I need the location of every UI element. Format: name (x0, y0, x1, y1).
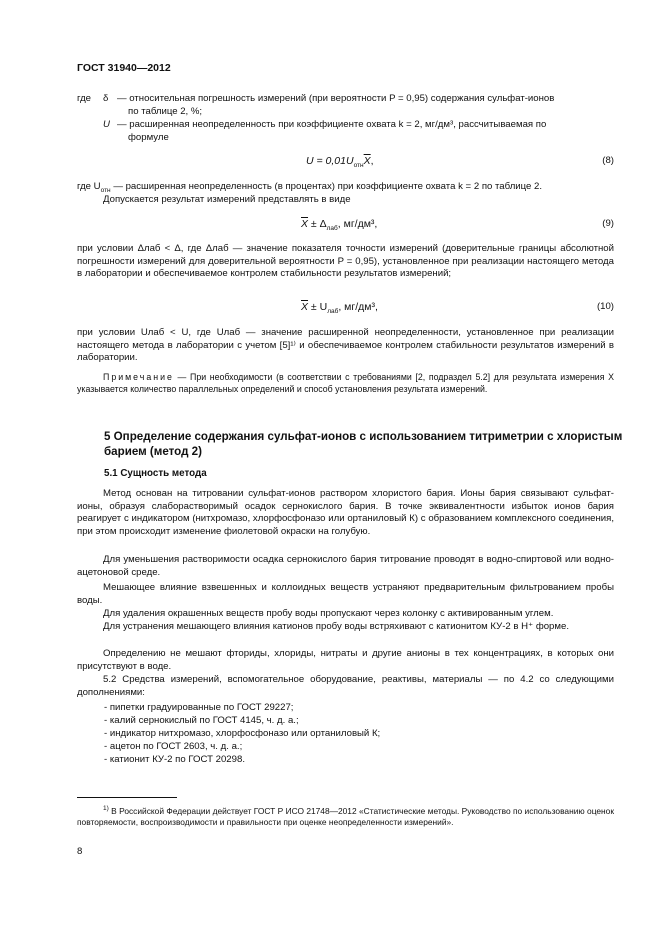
paragraph-5-2: 5.2 Средства измерений, вспомогательное оборудование, реактивы, материалы — по 4.2 со следующими дополнениями: (77, 674, 614, 698)
allowed-text: Допускается результат измерений представлять в виде (103, 194, 351, 205)
paragraph-filtration: Мешающее влияние взвешенных и коллоидных веществ устраняют предварительным фильтрованием пробы воды. (77, 582, 614, 606)
paragraph-cation: Для устранения мешающего влияния катионов пробу воды встряхивают с катионитом КУ-2 в Н⁺ форме. (103, 621, 569, 632)
footnote: $^{1)}$ В Российской Федерации действует ГОСТ Р ИСО 21748—2012 «Статистические методы. Руководство по использованию оценок повторяемости, воспроизводимости и правильности при оценке неопределенности измерений». (77, 805, 614, 827)
equation-number-9: (9) (602, 218, 614, 229)
formula-9: $\overline{X} \pm \Delta_{лаб}$, мг/дм³, (301, 218, 378, 233)
note: Примечание — При необходимости (в соответствии с требованиями [2, подраздел 5.2] для результата измерения X указывается количество параллельных определений и способ установления результата измерений. (77, 372, 614, 394)
paragraph-solubility: Для уменьшения растворимости осадка сернокислого бария титрование проводят в водно-спиртовой или водно-ацетоновой среде. (77, 554, 614, 578)
where-label: где (77, 93, 92, 104)
delta-symbol: δ (103, 93, 109, 104)
delta-definition: — относительная погрешность измерений (при вероятности P = 0,95) содержания сульфат-ионов (117, 93, 555, 104)
subsection-5-1-heading: 5.1 Сущность метода (104, 468, 207, 479)
list-item: - катионит КУ-2 по ГОСТ 20298. (104, 754, 245, 765)
formula-10: $\overline{X} \pm U_{лаб}$, мг/дм³, (301, 301, 378, 316)
equation-number-8: (8) (602, 155, 614, 166)
u-definition-cont: формуле (128, 132, 169, 143)
u-symbol: U (103, 119, 110, 130)
section-5-heading: 5 Определение содержания сульфат-ионов с использованием титриметрии с хлористым барием (метод 2) (104, 430, 623, 458)
paragraph-method-basis: Метод основан на титровании сульфат-ионов раствором хлористого бария. Ионы бария связывают сульфат-ионы, образуя слаборастворимый осадок сернокислого бария. В точке эквивалентности избыток ионов бария реагирует с индикатором (нитхромазо, хлорфосфоназо или ортаниловый К) с образованием комплексного соединения, при этом происходит изменение фиолетовой окраски на голубую. (77, 488, 614, 537)
equation-number-10: (10) (596, 301, 614, 312)
list-item: - калий сернокислый по ГОСТ 4145, ч. д. а.; (104, 715, 299, 726)
formula-8: $U = 0,01U_{отн}\overline{X}$, (306, 155, 374, 170)
paragraph-condition-9: при условии Δлаб < Δ, где Δлаб — значение показателя точности измерений (доверительные границы абсолютной погрешности измерений для доверительной вероятности P = 0,95), установленное при реализации настоящего метода в лаборатории и обеспечиваемое контролем стабильности результатов измерений; (77, 243, 614, 280)
list-item: - пипетки градуированные по ГОСТ 29227; (104, 702, 294, 713)
paragraph-carbon: Для удаления окрашенных веществ пробу воды пропускают через колонку с активированным углем. (103, 608, 554, 619)
delta-definition-cont: по таблице 2, %; (128, 106, 203, 117)
footnote-divider (77, 797, 177, 798)
page-number: 8 (77, 846, 83, 857)
document-header: ГОСТ 31940—2012 (77, 62, 171, 74)
u-definition: — расширенная неопределенность при коэффициенте охвата k = 2, мг/дм³, рассчитываемая по (117, 119, 547, 130)
list-item: - индикатор нитхромазо, хлорфосфоназо или ортаниловый К; (104, 728, 381, 739)
paragraph-condition-10: при условии Uлаб < U, где Uлаб — значение расширенной неопределенности, установленное при реализации настоящего метода в лаборатории с учетом [5]¹⁾ и обеспечиваемое контролем стабильности результатов измерений в лаборатории. (77, 327, 614, 364)
uotn-definition: где $U_{отн}$ — расширенная неопределенность (в процентах) при коэффициенте охвата k = 2 по таблице 2. (77, 181, 543, 194)
paragraph-no-interference: Определению не мешают фториды, хлориды, нитраты и другие анионы в тех концентрациях, в которых они присутствуют в воде. (77, 648, 614, 672)
list-item: - ацетон по ГОСТ 2603, ч. д. а.; (104, 741, 243, 752)
